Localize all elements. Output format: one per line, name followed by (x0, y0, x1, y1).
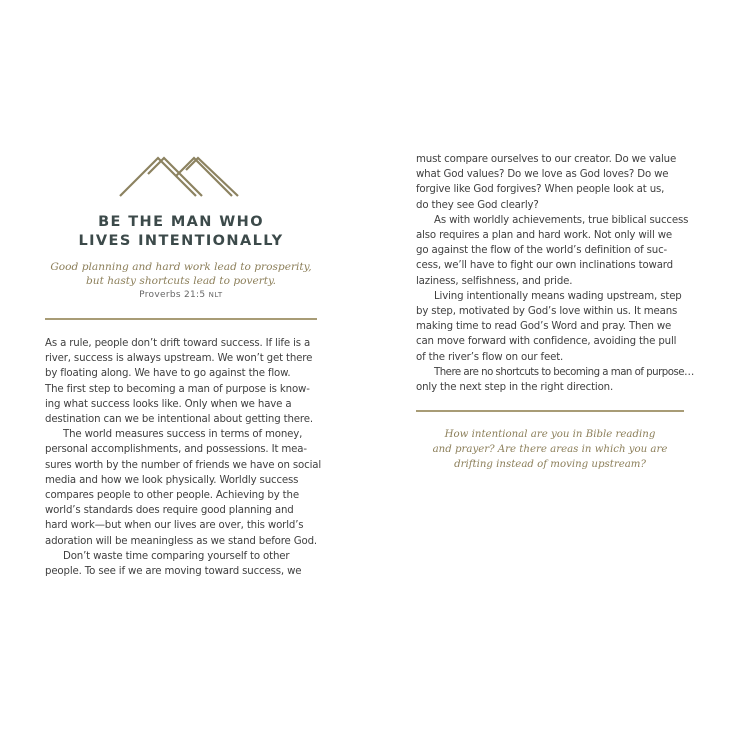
body-line: personal accomplishments, and possessions. It mea- (45, 444, 307, 456)
chapter-title-line-2: LIVES INTENTIONALLY (78, 233, 284, 249)
chapter-title-line-1: BE THE MAN WHO (98, 214, 264, 230)
body-line: media and how we look physically. Worldly success (45, 474, 299, 486)
body-line: The world measures success in terms of money, (63, 429, 303, 441)
verse-line-2: but hasty shortcuts lead to poverty. (86, 275, 276, 287)
reflection-question (410, 427, 690, 472)
body-line: There are no shortcuts to becoming a man of purpose… (434, 366, 694, 378)
body-line: ing what success looks like. Only when we have a (45, 398, 292, 410)
question-line-3: drifting instead of moving upstream? (454, 459, 646, 470)
body-line: As with worldly achievements, true biblical success (434, 214, 689, 226)
body-line: hard work—but when our lives are over, this world’s (45, 520, 304, 532)
verse-line-1: Good planning and hard work lead to prosperity, (50, 261, 312, 273)
body-line: sures worth by the number of friends we have on social (45, 459, 322, 471)
body-line: Living intentionally means wading upstream, step (434, 290, 682, 302)
body-line: destination can we be intentional about getting there. (45, 414, 313, 426)
body-line: The first step to becoming a man of purpose is know- (45, 383, 310, 395)
body-line: world’s standards does require good planning and (45, 505, 294, 517)
left-body-text (45, 336, 322, 579)
body-line: river, success is always upstream. We won’t get there (45, 353, 313, 365)
divider-rule-right (416, 410, 684, 412)
verse-reference (45, 288, 317, 302)
body-line: cess, we’ll have to fight our own inclinations toward (416, 260, 673, 272)
body-line: go against the flow of the world’s definition of suc- (416, 245, 668, 257)
body-line: laziness, selfishness, and pride. (416, 275, 573, 287)
body-line: by floating along. We have to go against the flow. (45, 368, 291, 380)
body-line: adoration will be meaningless as we stand before God. (45, 535, 317, 547)
question-line-2: and prayer? Are there areas in which you are (432, 444, 668, 455)
body-line: must compare ourselves to our creator. Do we value (416, 154, 677, 165)
body-line: Don’t waste time comparing yourself to other (63, 550, 290, 562)
body-line: of the river’s flow on our feet. (416, 351, 564, 363)
question-line-1: How intentional are you in Bible reading (444, 429, 656, 440)
body-line: people. To see if we are moving toward success, we (45, 566, 302, 578)
verse-reference-version: NLT (208, 291, 223, 299)
body-line: can move forward with confidence, avoiding the pull (416, 336, 677, 348)
body-line: compares people to other people. Achieving by the (45, 490, 299, 502)
right-body-text (416, 152, 694, 395)
mountain-logo-icon (118, 152, 242, 198)
body-line: by step, motivated by God’s love within us. It means (416, 306, 678, 318)
chapter-title (45, 213, 317, 251)
body-line: also requires a plan and hard work. Not only will we (416, 230, 673, 242)
divider-rule (45, 318, 317, 320)
verse-reference-book: Proverbs 21:5 (139, 290, 206, 300)
body-line: making time to read God’s Word and pray. Then we (416, 321, 672, 333)
body-line: forgive like God forgives? When people look at us, (416, 184, 665, 196)
epigraph-verse (45, 260, 317, 302)
body-line: what God values? Do we love as God loves? Do we (416, 169, 669, 181)
body-line: As a rule, people don’t drift toward success. If life is a (45, 338, 311, 349)
body-line: only the next step in the right direction. (416, 382, 614, 394)
body-line: do they see God clearly? (416, 199, 539, 211)
